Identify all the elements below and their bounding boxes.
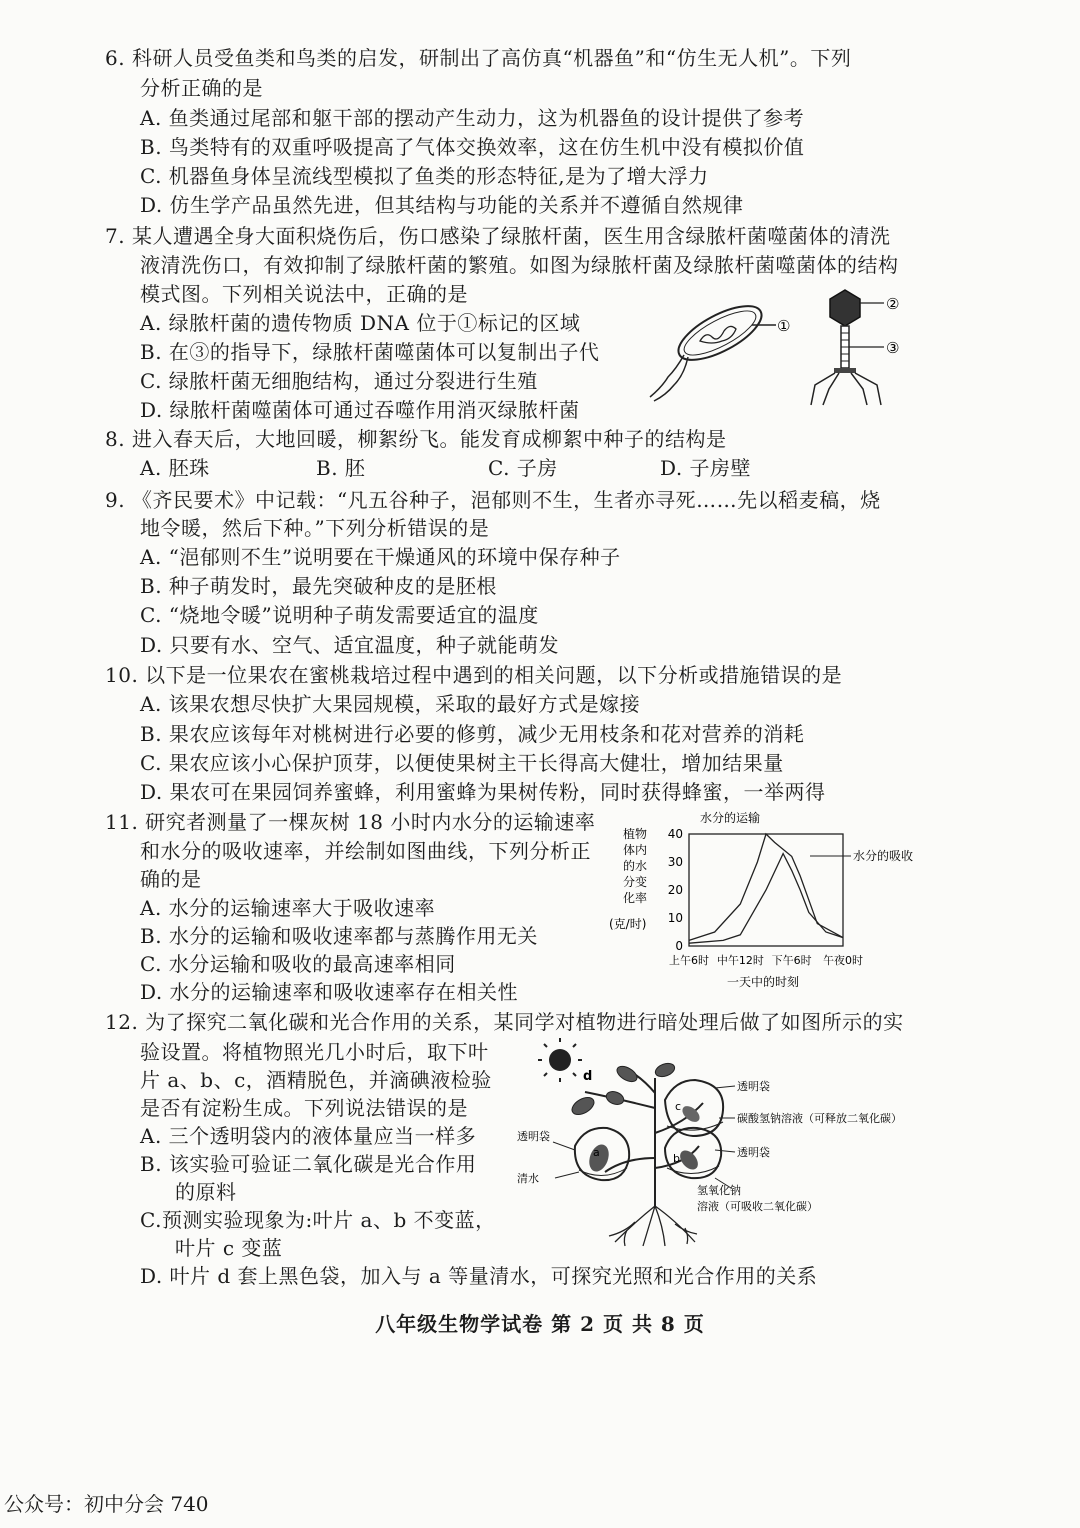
q12-option-c-line1: C.预测实验现象为:叶片 a、b 不变蓝，: [140, 1208, 496, 1232]
q12-option-b-line1: B. 该实验可验证二氧化碳是光合作用: [140, 1152, 477, 1176]
q10-option-d: D. 果农可在果园饲养蜜蜂，利用蜜蜂为果树传粉，同时获得蜂蜜，一举两得: [140, 780, 826, 804]
x-tick-label: 上午6时: [669, 954, 709, 967]
q11-stem-line2: 和水分的吸收速率，并绘制如图曲线，下列分析正: [140, 839, 591, 863]
q11-option-b: B. 水分的运输和吸收速率都与蒸腾作用无关: [140, 924, 538, 948]
y-tick-label: 20: [667, 883, 683, 897]
ylabel-line: 的水: [623, 859, 648, 873]
q9-stem-line2: 地令暖，然后下种。”下列分析错误的是: [140, 516, 490, 540]
q12-stem-line2: 验设置。将植物照光几小时后，取下叶: [140, 1040, 489, 1064]
q6-stem-line2: 分析正确的是: [140, 76, 263, 100]
phage-drawing: [811, 290, 884, 405]
q7-option-d: D. 绿脓杆菌噬菌体可通过吞噬作用消灭绿脓杆菌: [140, 398, 580, 422]
q9-option-b: B. 种子萌发时，最先突破种皮的是胚根: [140, 574, 497, 598]
q9-option-c: C. “烧地令暖”说明种子萌发需要适宜的温度: [140, 603, 539, 627]
q10-stem: 10. 以下是一位果农在蜜桃栽培过程中遇到的相关问题，以下分析或措施错误的是: [105, 663, 843, 687]
bacterium-drawing: [650, 296, 776, 401]
q6-option-b: B. 鸟类特有的双重呼吸提高了气体交换效率，这在仿生机中没有模拟价值: [140, 135, 805, 159]
label-2: ②: [886, 295, 900, 313]
y-tick-label: 0: [675, 939, 683, 953]
legend-transport: 水分的运输: [700, 811, 761, 825]
x-tick-label: 下午6时: [771, 954, 812, 967]
legend-absorption: 水分的吸收: [853, 849, 914, 863]
leaf-c-label: c: [675, 1100, 682, 1113]
ylabel-line: (克/时): [609, 917, 647, 931]
y-tick-label: 30: [667, 855, 683, 869]
leaf-b-label: b: [673, 1152, 680, 1165]
q12-option-d: D. 叶片 d 套上黑色袋，加入与 a 等量清水，可探究光照和光合作用的关系: [140, 1264, 818, 1288]
q6-stem-line1: 6. 科研人员受鱼类和鸟类的启发，研制出了高仿真“机器鱼”和“仿生无人机”。下列: [105, 46, 852, 70]
q11-stem-line3: 确的是: [140, 867, 202, 891]
fig-solution-label-1: 碳酸氢钠溶液（可释放二氧化碳）: [737, 1112, 902, 1125]
y-axis-label: [609, 826, 647, 931]
q6-option-c: C. 机器鱼身体呈流线型模拟了鱼类的形态特征,是为了增大浮力: [140, 164, 709, 188]
y-tick-label: 40: [667, 827, 683, 841]
y-tick-label: 10: [667, 911, 683, 925]
q7-stem-line2: 液清洗伤口，有效抑制了绿脓杆菌的繁殖。如图为绿脓杆菌及绿脓杆菌噬菌体的结构: [140, 253, 899, 277]
q8-option-b: B. 胚: [316, 456, 366, 480]
q9-option-d: D. 只要有水、空气、适宜温度，种子就能萌发: [140, 633, 560, 657]
leaf-d-label: d: [583, 1069, 593, 1084]
ylabel-line: 化率: [623, 891, 648, 905]
q11-stem-line1: 11. 研究者测量了一棵灰树 18 小时内水分的运输速率: [105, 810, 596, 834]
x-tick-label: 中午12时: [716, 954, 764, 967]
sun-icon: [538, 1038, 582, 1082]
q12-option-b-line2: 的原料: [175, 1180, 237, 1204]
q6-option-a: A. 鱼类通过尾部和躯干部的摆动产生动力，这为机器鱼的设计提供了参考: [140, 106, 805, 130]
q8-stem: 8. 进入春天后，大地回暖，柳絮纷飞。能发育成柳絮中种子的结构是: [105, 427, 727, 451]
x-axis-label: 一天中的时刻: [727, 975, 800, 989]
fig-bag-label-3: 透明袋: [737, 1146, 770, 1159]
q6-option-d: D. 仿生学产品虽然先进，但其结构与功能的关系并不遵循自然规律: [140, 193, 744, 217]
q7-stem-line3: 模式图。下列相关说法中，正确的是: [140, 282, 468, 306]
bag-a: [575, 1128, 629, 1180]
label-3: ③: [886, 339, 900, 357]
q12-stem-line3: 片 a、b、c，酒精脱色，并滴碘液检验: [140, 1068, 492, 1092]
q11-option-c: C. 水分运输和吸收的最高速率相同: [140, 952, 456, 976]
q11-option-a: A. 水分的运输速率大于吸收速率: [140, 896, 436, 920]
q10-option-a: A. 该果农想尽快扩大果园规模，采取的最好方式是嫁接: [140, 692, 641, 716]
q9-stem-line1: 9. 《齐民要术》中记载：“凡五谷种子，浥郁则不生，生者亦寻死……先以稻麦稿，烧: [105, 488, 881, 512]
q12-plant-experiment-figure: [515, 1038, 935, 1248]
q12-option-c-line2: 叶片 c 变蓝: [175, 1236, 283, 1260]
fig-solution-label-2b: 溶液（可吸收二氧化碳）: [697, 1200, 818, 1213]
q8-option-c: C. 子房: [488, 456, 558, 480]
x-tick-label: 午夜0时: [823, 954, 863, 967]
q9-option-a: A. “浥郁则不生”说明要在干燥通风的环境中保存种子: [140, 545, 621, 569]
ylabel-line: 植物: [623, 827, 648, 841]
leaf-a-label: a: [593, 1146, 600, 1159]
fig-water-label: 清水: [517, 1172, 539, 1185]
fig-solution-label-2a: 氢氧化钠: [697, 1184, 741, 1197]
q8-option-a: A. 胚珠: [140, 456, 210, 480]
q10-option-b: B. 果农应该每年对桃树进行必要的修剪，减少无用枝条和花对营养的消耗: [140, 722, 805, 746]
fig-bag-label-1: 透明袋: [737, 1080, 770, 1093]
ylabel-line: 体内: [623, 843, 648, 857]
q12-stem-line4: 是否有淀粉生成。下列说法错误的是: [140, 1096, 468, 1120]
label-1: ①: [777, 317, 791, 335]
q11-option-d: D. 水分的运输速率和吸收速率存在相关性: [140, 980, 519, 1004]
q7-stem-line1: 7. 某人遭遇全身大面积烧伤后，伤口感染了绿脓杆菌，医生用含绿脓杆菌噬菌体的清洗: [105, 224, 891, 248]
q7-option-a: A. 绿脓杆菌的遗传物质 DNA 位于①标记的区域: [140, 311, 581, 335]
plant-drawing: [585, 1073, 703, 1208]
ylabel-line: 分变: [623, 875, 648, 889]
q8-option-d: D. 子房壁: [660, 456, 752, 480]
q10-option-c: C. 果农应该小心保护顶芽，以便使果树主干长得高大健壮，增加结果量: [140, 751, 784, 775]
q11-water-rate-chart: [605, 808, 925, 993]
series-line-absorption: [689, 854, 843, 944]
watermark: 公众号：初中分会 740: [4, 1492, 209, 1516]
q7-bacteria-phage-figure: [640, 285, 920, 415]
q7-option-b: B. 在③的指导下，绿脓杆菌噬菌体可以复制出子代: [140, 340, 600, 364]
page-footer: 八年级生物学试卷 第 2 页 共 8 页: [375, 1312, 705, 1336]
q7-option-c: C. 绿脓杆菌无细胞结构，通过分裂进行生殖: [140, 369, 538, 393]
q12-option-a: A. 三个透明袋内的液体量应当一样多: [140, 1124, 477, 1148]
fig-bag-label-2: 透明袋: [517, 1130, 550, 1143]
roots: [609, 1206, 697, 1246]
q12-stem-line1: 12. 为了探究二氧化碳和光合作用的关系，某同学对植物进行暗处理后做了如图所示的实: [105, 1010, 904, 1034]
